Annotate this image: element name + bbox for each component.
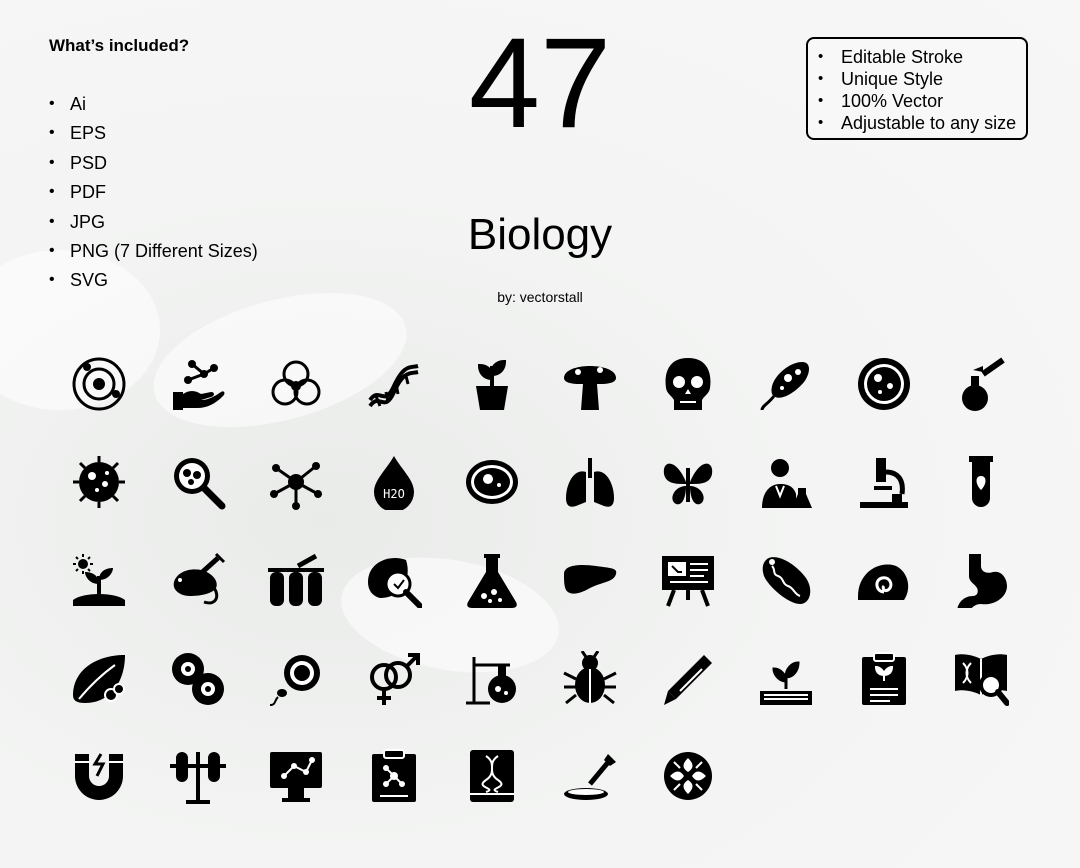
format-item: • PDF: [49, 182, 329, 211]
petri-dish-icon: [856, 356, 912, 412]
icon-count: 47: [468, 12, 612, 155]
pack-title: Biology: [467, 210, 613, 259]
sprout-sun-icon: [71, 552, 127, 608]
liver-icon: [562, 552, 618, 608]
feature-item: • 100% Vector: [818, 90, 1016, 112]
test-tube-stand-icon: [170, 748, 226, 804]
water-drop-h2o-icon: [366, 454, 422, 510]
monitor-molecule-icon: [268, 748, 324, 804]
paramecium-icon: [758, 356, 814, 412]
atom-icon: [71, 356, 127, 412]
cell-icon: [464, 454, 520, 510]
dna-strand-icon: [366, 356, 422, 412]
flask-pipette-icon: [953, 356, 1009, 412]
clipboard-plant-icon: [856, 651, 912, 707]
virus-icon: [71, 454, 127, 510]
biohazard-icon: [268, 356, 324, 412]
book-magnifier-icon: [953, 651, 1009, 707]
molecule-icon: [268, 454, 324, 510]
test-tube-icon: [953, 454, 1009, 510]
dna-book-icon: [464, 748, 520, 804]
included-heading: What’s included?: [49, 36, 190, 55]
gender-symbols-icon: [366, 651, 422, 707]
mushroom-icon: [562, 356, 618, 412]
sperm-egg-icon: [268, 651, 324, 707]
cell-division-icon: [170, 651, 226, 707]
lungs-icon: [562, 454, 618, 510]
lab-rat-syringe-icon: [170, 552, 226, 608]
format-item: • PSD: [49, 153, 329, 182]
feature-item: • Editable Stroke: [818, 46, 1016, 68]
petri-dropper-icon: [562, 748, 618, 804]
features-box: [806, 37, 1028, 140]
potted-plant-icon: [464, 356, 520, 412]
included-formats-panel: [49, 36, 258, 291]
scientist-icon: [758, 454, 814, 510]
format-list: [49, 94, 329, 300]
skull-icon: [660, 356, 716, 412]
bug-icon: [562, 651, 618, 707]
flower-icon: [660, 748, 716, 804]
format-item: • Ai: [49, 94, 329, 123]
feature-list: [818, 46, 1016, 134]
erlenmeyer-flask-icon: [464, 552, 520, 608]
feature-item: • Adjustable to any size: [818, 112, 1016, 134]
magnifier-cells-icon: [170, 454, 226, 510]
author-byline: by: vectorstall: [497, 289, 583, 305]
thermometer-icon: [660, 651, 716, 707]
microscope-icon: [856, 454, 912, 510]
magnet-icon: [71, 748, 127, 804]
hand-molecule-icon: [170, 356, 226, 412]
snail-shell-icon: [856, 552, 912, 608]
stomach-icon: [953, 552, 1009, 608]
mitochondria-icon: [758, 552, 814, 608]
plant-book-icon: [758, 651, 814, 707]
format-item: • SVG: [49, 270, 329, 299]
lab-stand-flask-icon: [464, 651, 520, 707]
format-item: • JPG: [49, 212, 329, 241]
clipboard-molecule-icon: [366, 748, 422, 804]
test-tubes-rack-icon: [268, 552, 324, 608]
butterfly-icon: [660, 454, 716, 510]
feature-item: • Unique Style: [818, 68, 1016, 90]
leaf-cells-icon: [71, 651, 127, 707]
svg-text:H2O: H2O: [383, 487, 405, 501]
presentation-board-icon: [660, 552, 716, 608]
leaf-magnifier-icon: [366, 552, 422, 608]
format-item: • PNG (7 Different Sizes): [49, 241, 329, 270]
format-item: • EPS: [49, 123, 329, 152]
